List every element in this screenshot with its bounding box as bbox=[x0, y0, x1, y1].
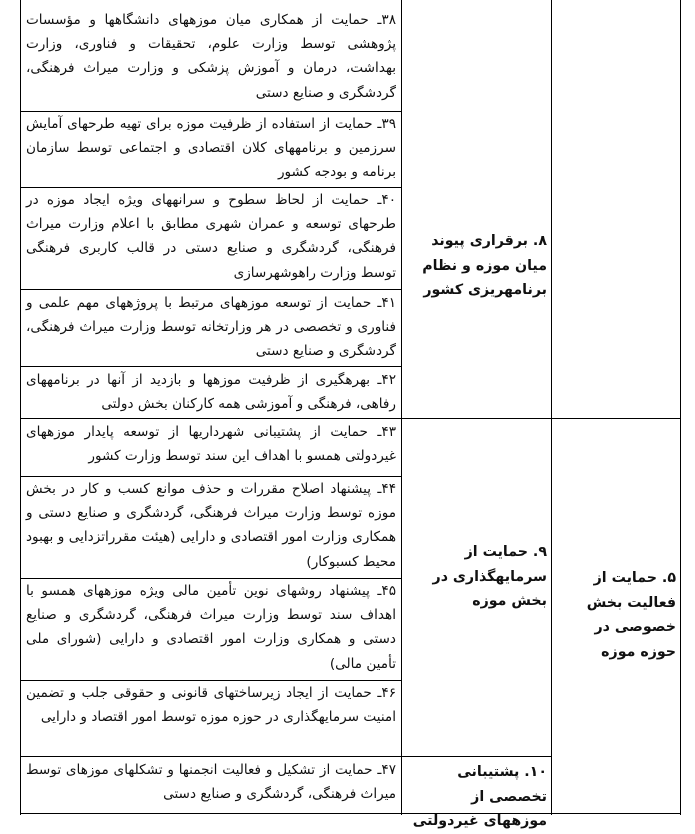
action-item-42: ۴۲ـ بهرهگیری از ظرفیت موزهها و بازدید از آنها در برنامههای رفاهی، فرهنگی و آموزشی همه کارکنان بخش دولتی bbox=[26, 372, 396, 413]
goal-5-label: ۵. حمایت از فعالیت بخش خصوصی در حوزه موزه bbox=[586, 570, 676, 660]
action-item-45: ۴۵ـ پیشنهاد روشهای نوین تأمین مالی ویژه موزههای همسو با اهداف سند توسط وزارت میراث فرهنگی، گردشگری و صنایع دستی و همکاری وزارت امور اقتصادی و دارایی (شورای ملی تأمین مالی) bbox=[26, 583, 396, 672]
section-9-label: ۹. حمایت از سرمایهگذاری در بخش موزه bbox=[432, 544, 547, 609]
action-item-46: ۴۶ـ حمایت از ایجاد زیرساختهای قانونی و حقوقی جلب و تضمین امنیت سرمایهگذاری در حوزه موزه توسط امور اقتصاد و دارایی bbox=[26, 685, 396, 726]
action-item-40: ۴۰ـ حمایت از لحاظ سطوح و سرانههای ویژه ایجاد موزه در طرحهای توسعه و عمران شهری مطابق با اعلام وزارت میراث فرهنگی، گردشگری و صنایع دستی در قالب کاربری فرهنگی توسط وزارت راهوشهرسازی bbox=[26, 192, 396, 281]
section-8-label: ۸. برقراری پیوند میان موزه و نظام برنامهریزی کشور bbox=[422, 233, 547, 298]
action-item-39: ۳۹ـ حمایت از استفاده از ظرفیت موزه برای تهیه طرحهای آمایش سرزمین و برنامههای کلان اقتصادی و اجتماعی توسط سازمان برنامه و بودجه کشور bbox=[26, 116, 396, 181]
action-item-47: ۴۷ـ حمایت از تشکیل و فعالیت انجمنها و تشکلهای موزهای توسط میراث فرهنگی، گردشگری و صنایع دستی bbox=[26, 762, 396, 803]
action-item-41: ۴۱ـ حمایت از توسعه موزههای مرتبط با پروژههای مهم علمی و فناوری و تخصصی در هر وزارتخانه توسط وزارت میراث فرهنگی، گردشگری و صنایع دستی bbox=[26, 295, 396, 360]
action-item-43: ۴۳ـ حمایت از پشتیبانی شهرداریها از توسعه پایدار موزههای غیردولتی همسو با اهداف این سند توسط وزارت کشور bbox=[26, 424, 396, 465]
section-10-label: ۱۰. پشتیبانی تخصصی از موزههای غیردولتی bbox=[412, 764, 547, 829]
action-item-44: ۴۴ـ پیشنهاد اصلاح مقررات و حذف موانع کسب و کار در بخش موزه توسط وزارت میراث فرهنگی، گردشگری و صنایع دستی و همکاری وزارت امور اقتصادی و دارایی (هیئت مقرراتزدایی و بهبود محیط کسبوکار) bbox=[26, 481, 396, 570]
action-item-38: ۳۸ـ حمایت از همکاری میان موزههای دانشگاهها و مؤسسات پژوهشی توسط وزارت علوم، تحقیقات و فناوری، وزارت بهداشت، درمان و آموزش پزشکی و وزارت میراث فرهنگی، گردشگری و صنایع دستی bbox=[26, 12, 396, 101]
